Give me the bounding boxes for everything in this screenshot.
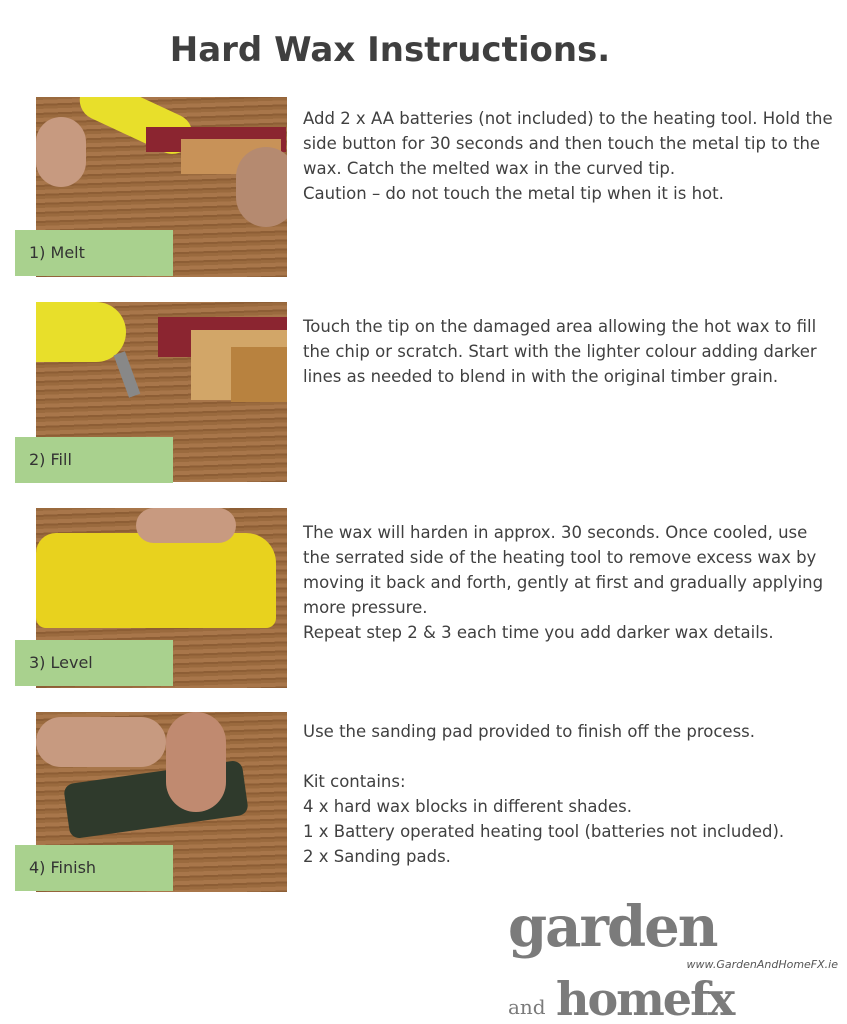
paragraph: Repeat step 2 & 3 each time you add darker wax details. [303,623,774,642]
step-text-level [303,520,833,645]
spacer [303,744,833,769]
kit-item: 2 x Sanding pads. [303,847,451,866]
step-text-fill [303,314,833,389]
kit-item: 4 x hard wax blocks in different shades. [303,797,633,816]
logo-homefx: homefx [556,972,734,1024]
paragraph: Touch the tip on the damaged area allowing the hot wax to fill the chip or scratch. Start with the lighter colour adding darker lines as needed to blend in with the original timber grain. [303,317,822,386]
step-label-finish: 4) Finish [15,845,173,891]
logo-garden: garden [508,894,717,960]
logo-and: and [508,995,546,1019]
step-text-melt [303,106,838,206]
logo-url: www.GardenAndHomeFX.ie [686,958,838,971]
paragraph: The wax will harden in approx. 30 seconds. Once cooled, use the serrated side of the heating tool to remove excess wax by moving it back and forth, gently at first and gradually applying more pressure. [303,523,829,617]
kit-item: 1 x Battery operated heating tool (batteries not included). [303,822,785,841]
step-text-finish [303,719,833,869]
page-title: Hard Wax Instructions. [169,30,611,70]
step-label-level: 3) Level [15,640,173,686]
caution-text: Caution – do not touch the metal tip when it is hot. [303,184,724,203]
brand-logo [508,894,838,1024]
step-label-melt: 1) Melt [15,230,173,276]
paragraph: Add 2 x AA batteries (not included) to the heating tool. Hold the side button for 30 seconds and then touch the metal tip to the wax. Catch the melted wax in the curved tip. [303,109,838,178]
step-label-fill: 2) Fill [15,437,173,483]
kit-heading: Kit contains: [303,772,406,791]
paragraph: Use the sanding pad provided to finish off the process. [303,722,756,741]
